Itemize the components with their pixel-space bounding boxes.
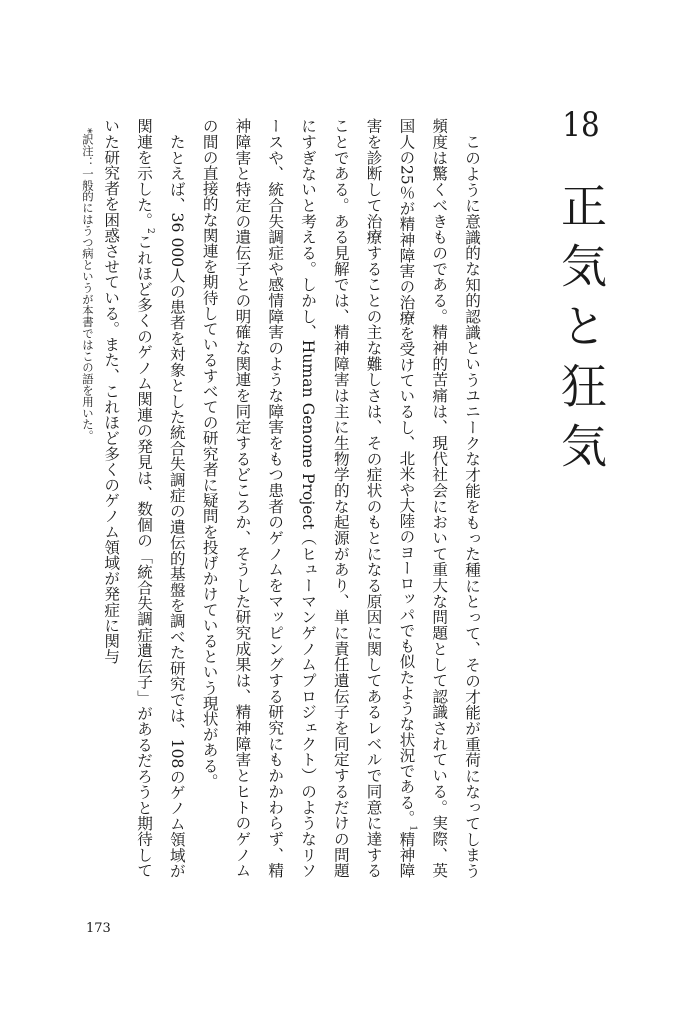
paragraph (193, 118, 488, 878)
chapter-number: 18 (562, 108, 600, 142)
translator-footnote: *訳注：一般的にはうつ病というが本書ではこの語を用いた。 (81, 128, 95, 442)
paragraph-text: 精神障害を診断して治療することの主な難しさは、その症状のもとになる原因に関してあるレベルで同意に達することである。ある見解では、精神障害は主に生物学的な起源があり、単に責任遺伝子を同定するだけの問題にすぎないと考える。しかし、Human Genome Project（ヒューマンゲノムプロジェクト）のようなリソースや、統合失調症や感情障害のような障害をもつ患者のゲノムをマッピングする研究にもかかわらず、精神障害と特定の遺伝子との明確な関連を同定するどころか、そうした研究成果は、精神障害とヒトのゲノムの間の直接的な関連を期待しているすべての研究者に疑問を投げかけているという現状がある。 (200, 118, 416, 878)
chapter-heading (554, 108, 608, 482)
paragraph-text: このように意識的な知的認識というユニークな才能をもった種にとって、その才能が重荷になってしまう頻度は驚くべきものである。精神的苦痛は、現代社会において重大な問題として認識されている。実際、英国人の25％が精神障害の治療を受けているし、北米や大陸のヨーロッパでも似たような状況である。 (397, 118, 481, 878)
note-reference: 1 (407, 825, 418, 832)
body-text (94, 118, 488, 878)
paragraph-text: これほど多くのゲノム関連の発見は、数個の「統合失調症遺伝子」があるだろうと期待していた研究者を困惑させている。また、これほど多くのゲノム領域が発症に関与 (102, 118, 154, 878)
page-number: 173 (86, 921, 111, 936)
paragraph-text: たとえば、36 000人の患者を対象とした統合失調症の遺伝的基盤を調べた研究では、108のゲノム領域が関連を示した。 (135, 118, 186, 878)
chapter-title: 正気と狂気 (554, 182, 608, 482)
note-reference: 2 (145, 228, 156, 234)
paragraph (94, 118, 192, 878)
